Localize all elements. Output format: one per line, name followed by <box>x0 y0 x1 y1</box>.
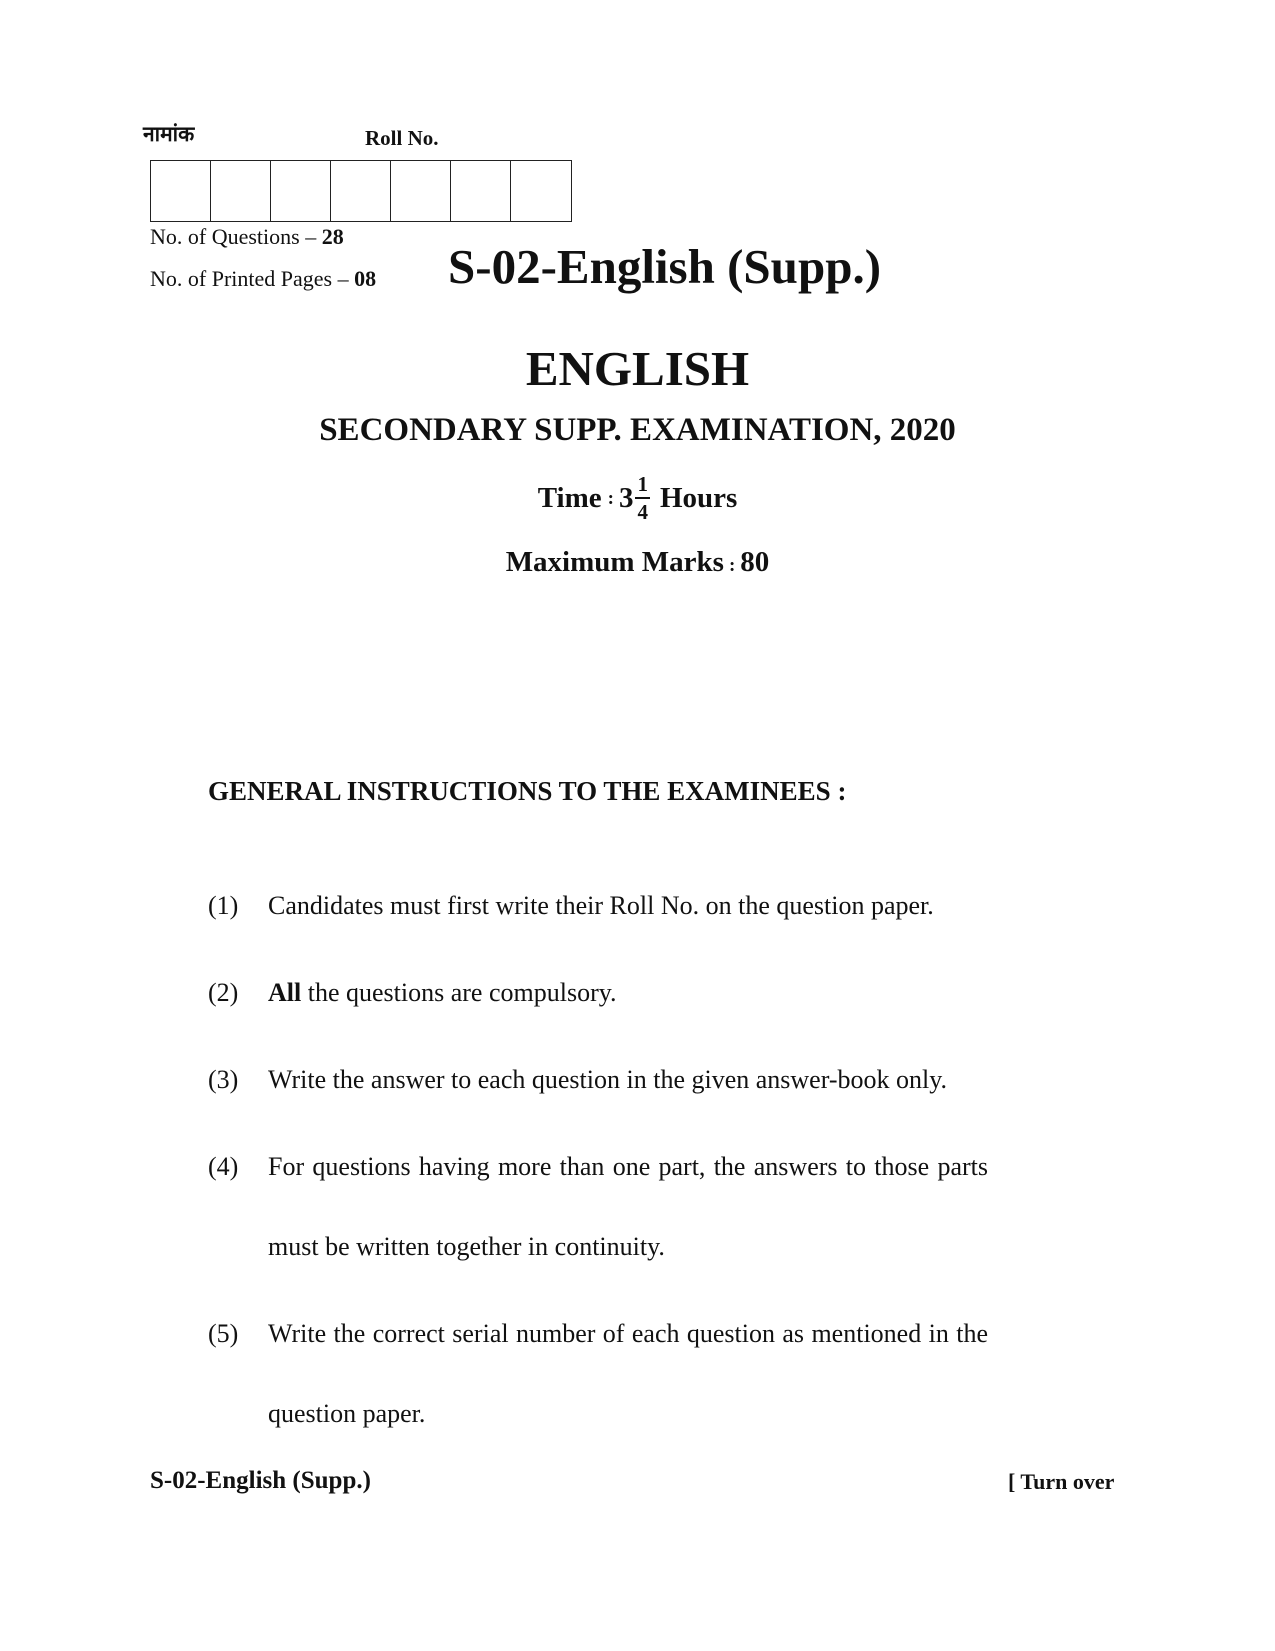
instruction-bold: All <box>268 978 302 1007</box>
instruction-body: For questions having more than one part, the answers to those parts must be written together in continuity. <box>268 1152 988 1261</box>
roll-digit-box[interactable] <box>451 161 511 221</box>
roll-number-boxes <box>150 160 572 222</box>
time-colon: : <box>607 487 614 509</box>
time-fraction-denominator: 4 <box>637 500 648 524</box>
instruction-text <box>268 1294 988 1454</box>
number-of-questions <box>150 224 344 250</box>
instruction-text <box>268 866 988 946</box>
time-allowed <box>0 474 1275 523</box>
number-of-pages <box>150 266 376 292</box>
roll-digit-box[interactable] <box>391 161 451 221</box>
roll-digit-box[interactable] <box>211 161 271 221</box>
marks-label: Maximum Marks <box>505 546 724 578</box>
roll-label: Roll No. <box>365 126 439 150</box>
maximum-marks <box>0 546 1275 579</box>
footer-paper-code: S-02-English (Supp.) <box>150 1467 371 1494</box>
instruction-text <box>268 953 988 1033</box>
instruction-body: Candidates must first write their Roll No. on the question paper. <box>268 891 934 920</box>
marks-value: 80 <box>740 546 770 578</box>
time-fraction-numerator: 1 <box>635 474 650 499</box>
roll-digit-box[interactable] <box>511 161 571 221</box>
roll-label-hindi: नामांक <box>143 122 195 146</box>
instruction-text <box>268 1127 988 1287</box>
roll-digit-box[interactable] <box>331 161 391 221</box>
paper-code: S-02-English (Supp.) <box>448 239 882 294</box>
exam-title: SECONDARY SUPP. EXAMINATION, 2020 <box>319 412 956 448</box>
instruction-item <box>208 1294 988 1454</box>
instruction-item <box>208 1040 988 1120</box>
instruction-item <box>208 953 988 1033</box>
instruction-item <box>208 1127 988 1287</box>
subject-title: ENGLISH <box>525 341 750 396</box>
instruction-body: Write the answer to each question in the given answer-book only. <box>268 1065 948 1094</box>
instruction-number: (3) <box>208 1065 239 1094</box>
time-unit: Hours <box>659 482 738 514</box>
instructions-heading: GENERAL INSTRUCTIONS TO THE EXAMINEES : <box>208 776 847 806</box>
questions-label: No. of Questions – <box>150 224 322 249</box>
instruction-body: Write the correct serial number of each question as mentioned in the question paper. <box>268 1319 988 1428</box>
questions-value: 28 <box>321 224 344 249</box>
time-label: Time <box>537 482 602 514</box>
instruction-number: (4) <box>208 1152 239 1181</box>
time-fraction <box>635 474 650 523</box>
instruction-item <box>208 866 988 946</box>
time-whole: 3 <box>618 482 634 514</box>
instruction-number: (5) <box>208 1319 239 1348</box>
pages-value: 08 <box>354 266 377 291</box>
roll-digit-box[interactable] <box>151 161 211 221</box>
instruction-number: (1) <box>208 891 239 920</box>
instruction-body: the questions are compulsory. <box>301 978 617 1007</box>
instruction-number: (2) <box>208 978 239 1007</box>
instructions-list <box>208 866 988 1461</box>
turn-over-note: [ Turn over <box>1008 1469 1115 1494</box>
pages-label: No. of Printed Pages – <box>150 266 355 291</box>
instruction-text <box>268 1040 988 1120</box>
roll-digit-box[interactable] <box>271 161 331 221</box>
marks-colon: : <box>728 555 736 576</box>
